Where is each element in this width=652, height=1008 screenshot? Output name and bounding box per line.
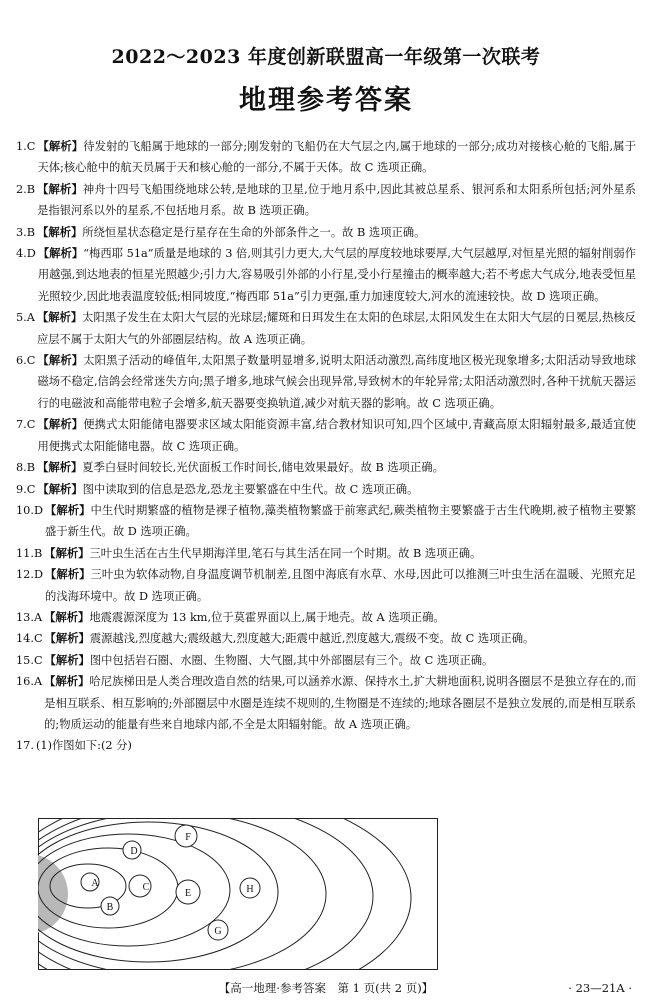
answer-item <box>16 671 636 735</box>
answer-number: 3.B <box>16 225 36 239</box>
answer-text: 地震震源深度为 13 km,位于莫霍界面以上,属于地壳。故 A 选项正确。 <box>89 610 445 624</box>
label-h: H <box>246 884 254 895</box>
answer-body <box>37 222 636 243</box>
answer-text: 夏季白昼时间较长,光伏面板工作时间长,储电效果最好。故 B 选项正确。 <box>82 461 444 475</box>
orbit-7 <box>38 818 411 970</box>
answer-number: 9.C <box>16 482 36 496</box>
answer-body <box>37 307 636 350</box>
answer-number: 16.A <box>16 675 43 689</box>
footer-page-info: 【高一地理·参考答案 第 1 页(共 2 页)】 <box>218 981 434 995</box>
answer-body <box>45 564 636 607</box>
analysis-tag: 【解析】 <box>45 502 91 517</box>
answer-number: 13.A <box>16 610 43 624</box>
label-g: G <box>214 926 222 937</box>
answer-body <box>37 414 636 457</box>
answer-body <box>44 543 636 564</box>
answer-number: 17. <box>16 739 34 753</box>
answer-text: 太阳黑子活动的峰值年,太阳黑子数量明显增多,说明太阳活动激烈,高纬度地区极光现象增多;太阳活动导致地球磁场不稳定,信鸽会经常迷失方向;黑子增多,地球气候会出现异常,导致树木的年轮异常;太阳活动激烈时,各种干扰航天器运行的电磁波和高能带电粒子会增多,航天器要变换轨道,减少对航天器的影响。故 C 选项正确。 <box>37 354 636 410</box>
footer-code: · 23—21A · <box>568 981 632 995</box>
analysis-tag: 【解析】 <box>37 139 84 153</box>
answer-text: 中生代时期繁盛的植物是裸子植物,藻类植物繁盛于前寒武纪,蕨类植物主要繁盛于古生代晚期,被子植物主要繁盛于新生代。故 D 选项正确。 <box>45 503 636 539</box>
answer-item <box>16 479 636 500</box>
analysis-tag: 【解析】 <box>44 609 90 624</box>
answer-body <box>37 479 636 500</box>
answer-body <box>44 607 636 628</box>
analysis-tag: 【解析】 <box>44 674 90 689</box>
answer-item <box>16 222 636 243</box>
answer-text: 图中读取到的信息是恐龙,恐龙主要繁盛在中生代。故 C 选项正确。 <box>82 482 419 496</box>
exam-title: 2022～2023 年度创新联盟高一年级第一次联考 <box>111 46 541 68</box>
analysis-tag: 【解析】 <box>37 353 84 368</box>
answer-item <box>16 607 636 628</box>
answer-number: 14.C <box>16 632 43 646</box>
answer-text: 三叶虫为软体动物,自身温度调节机制差,且图中海底有水草、水母,因此可以推测三叶虫生活在温暖、光照充足的浅海环境中。故 D 选项正确。 <box>45 568 636 603</box>
answer-number: 4.D <box>16 247 36 261</box>
answer-text: 太阳黑子发生在太阳大气层的光球层;耀斑和日珥发生在太阳的色球层,太阳风发生在太阳大气层的日冕层,热核反应层不属于太阳大气的外部圈层结构。故 A 选项正确。 <box>36 311 636 346</box>
label-c: C <box>142 882 150 893</box>
answer-item <box>16 243 636 307</box>
answer-text: 神舟十四号飞船围绕地球公转,是地球的卫星,位于地月系中,因此其被总星系、银河系和太阳系所包括;河外星系是指银河系以外的星系,不包括地月系。故 B 选项正确。 <box>37 182 636 218</box>
answer-body <box>37 136 636 179</box>
answer-text: 所绕恒星状态稳定是行星存在生命的外部条件之一。故 B 选项正确。 <box>82 225 426 239</box>
answer-text: 震源越浅,烈度越大;震级越大,烈度越大;距震中越近,烈度越大,震级不变。故 C 选项正确。 <box>89 632 535 646</box>
label-e: E <box>184 888 192 899</box>
analysis-tag: 【解析】 <box>44 631 90 646</box>
answer-number: 6.C <box>16 354 36 368</box>
answer-text: 图中包括岩石圈、水圈、生物圈、大气圈,其中外部圈层有三个。故 C 选项正确。 <box>89 653 494 667</box>
answer-number: 8.B <box>16 461 36 475</box>
answer-text: 便携式太阳能储电器要求区域太阳能资源丰富,结合教材知识可知,四个区域中,青藏高原太阳辐射最多,最适宜使用便携式太阳能储电器。故 C 选项正确。 <box>37 418 636 453</box>
answer-body <box>37 350 636 414</box>
page-footer <box>0 976 652 1000</box>
answer-body <box>36 735 636 756</box>
answer-item <box>16 628 636 649</box>
answer-item <box>16 307 636 350</box>
answer-body <box>45 650 636 671</box>
answer-text: 三叶虫生活在古生代早期海洋里,笔石与其生活在同一个时期。故 B 选项正确。 <box>89 546 482 560</box>
analysis-tag: 【解析】 <box>37 181 83 196</box>
answer-body <box>37 457 636 478</box>
answer-item <box>16 500 636 543</box>
answer-number: 12.D <box>16 568 44 582</box>
analysis-tag: 【解析】 <box>36 310 83 325</box>
answer-number: 7.C <box>16 418 36 432</box>
answer-list <box>16 136 636 757</box>
answer-body <box>45 500 636 543</box>
answer-number: 15.C <box>16 653 43 667</box>
analysis-tag: 【解析】 <box>37 246 84 261</box>
label-d: D <box>130 846 138 857</box>
answer-text: 待发射的飞船属于地球的一部分;刚发射的飞船仍在大气层之内,属于地球的一部分;成功对接核心舱的飞船,属于天体;核心舱中的航天员属于天和核心舱的一部分,不属于天体。故 C 选项正确。 <box>37 140 636 175</box>
answer-item <box>16 735 636 756</box>
answer-body <box>44 671 636 735</box>
answer-text: “梅西耶 51a”质量是地球的 3 倍,则其引力更大,大气层的厚度较地球要厚,大气层越厚,对恒星光照的辐射削弱作用越强,到达地表的恒星光照越少;引力大,容易吸引外部的小行星,受小行星撞击的概率越大;若不考虑大气成分,地表受恒星光照较少,因此地表温度较低;相同坡度,“梅西耶 51a”引力更强,重力加速度较大,河水的流速较快。故 D 选项正确。 <box>37 247 636 303</box>
answer-number: 10.D <box>16 503 44 517</box>
label-f: F <box>185 832 191 843</box>
analysis-tag: 【解析】 <box>44 545 90 560</box>
answer-item <box>16 136 636 179</box>
answer-number: 1.C <box>16 140 36 153</box>
orbit-6 <box>38 818 373 970</box>
answer-number: 2.B <box>16 182 36 196</box>
answer-item <box>16 350 636 414</box>
answer-item <box>16 564 636 607</box>
answer-item <box>16 650 636 671</box>
answer-text: 哈尼族梯田是人类合理改造自然的结果,可以涵养水源、保持水土,扩大耕地面积,说明各圈层不是独立存在的,而是相互联系、相互影响的;外部圈层中水圈是连续不规则的,生物圈是不连续的;地球各圈层不是独立发展的,而是相互联系的;物质运动的能量有些来自地球内部,不全是太阳辐射能。故 A 选项正确。 <box>44 675 636 731</box>
answer-number: 11.B <box>16 546 43 560</box>
answer-key-title: 地理参考答案 <box>239 85 413 116</box>
analysis-tag: 【解析】 <box>37 481 83 496</box>
answer-number: 5.A <box>16 311 35 325</box>
analysis-tag: 【解析】 <box>37 224 83 239</box>
label-a: A <box>91 878 99 889</box>
analysis-tag: 【解析】 <box>44 652 90 667</box>
answer-body <box>45 628 636 649</box>
answer-item <box>16 179 636 222</box>
answer-item <box>16 457 636 478</box>
answer-body <box>38 243 636 307</box>
answer-text: (1)作图如下:(2 分) <box>35 739 132 753</box>
sphere-diagram <box>38 818 438 970</box>
analysis-tag: 【解析】 <box>37 417 84 432</box>
analysis-tag: 【解析】 <box>45 567 91 582</box>
answer-item <box>16 543 636 564</box>
analysis-tag: 【解析】 <box>37 460 83 475</box>
answer-body <box>37 179 636 222</box>
answer-item <box>16 414 636 457</box>
label-b: B <box>106 902 114 913</box>
